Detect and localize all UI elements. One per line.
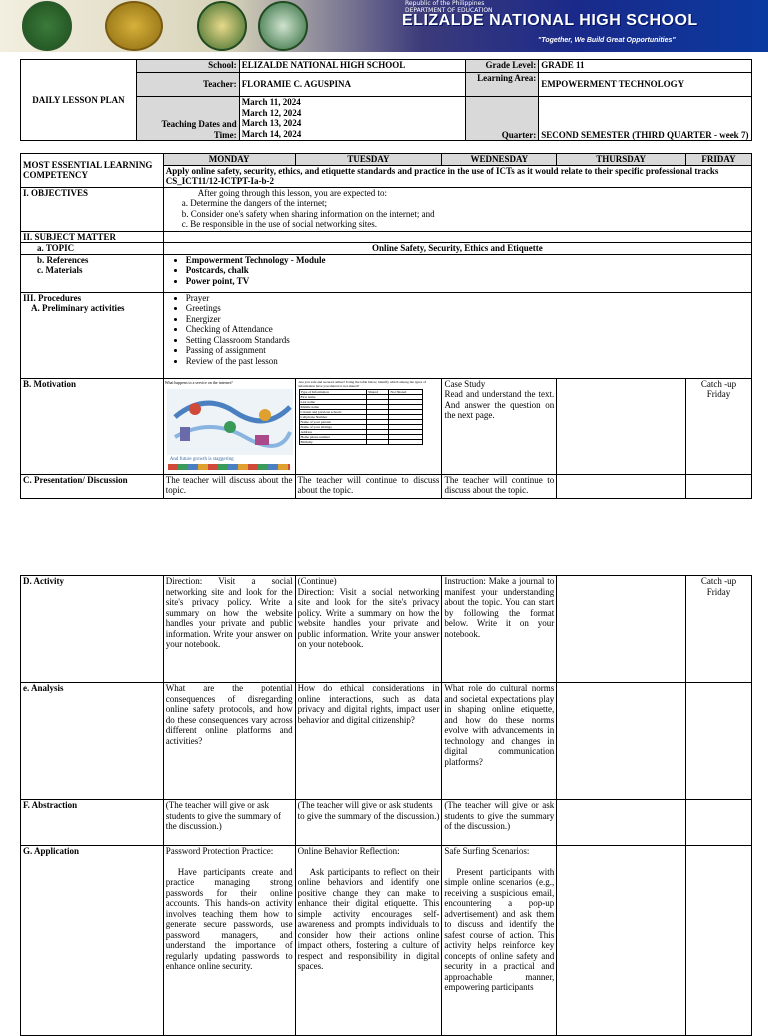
day-tuesday: TUESDAY (295, 154, 442, 166)
analysis-tue: How do ethical considerations in online interactions, such as data privacy and digital rights, impact user behavior and digital citizenship? (295, 683, 442, 800)
info-row: Birthday (299, 439, 367, 444)
analysis-fri (686, 683, 752, 800)
presentation-thu (557, 474, 686, 498)
banner-motto: "Together, We Build Great Opportunities" (538, 37, 676, 44)
presentation-mon: The teacher will discuss about the topic. (163, 474, 295, 498)
info-row: Name of your parents (299, 419, 367, 424)
info-row: Address (299, 429, 367, 434)
analysis-label: e. Analysis (21, 683, 164, 800)
app-tue-text: Ask participants to reflect on their online behaviors and identify one positive change they can make to enhance their digital etiquette. This simple activity encourages self-awareness and prompts individuals to consider how their actions online impact others, fostering a culture of respect and responsibility in digital spaces. (297, 866, 440, 971)
date-item: March 11, 2024 (241, 97, 301, 107)
motivation-fri: Catch -up Friday (686, 378, 752, 474)
region-seal-icon (197, 1, 247, 51)
quarter-value: SECOND SEMESTER (THIRD QUARTER - week 7) (539, 97, 752, 141)
division-seal-icon (105, 1, 163, 51)
infographic-caption: What happens to a service on the internet? (164, 379, 233, 385)
info-head: Shared (367, 389, 389, 394)
school-seal-icon (258, 1, 308, 51)
preliminary-item: • Checking of Attendance (186, 324, 749, 335)
app-mon-title: Password Protection Practice: (165, 846, 274, 856)
date-item: March 13, 2024 (241, 118, 302, 128)
app-tue-title: Online Behavior Reflection: (297, 846, 400, 856)
activity-continue: (Continue) (297, 576, 337, 586)
school-value: ELIZALDE NATIONAL HIGH SCHOOL (239, 60, 466, 73)
abstraction-mon: (The teacher will give or ask students to give the summary of the discussion.) (163, 800, 295, 846)
header-table (20, 59, 752, 141)
case-study-title: Case Study (444, 378, 486, 389)
app-mon-text: Have participants create and practice managing strong passwords for their online accounts. This hands-on activity involves teaching them how to generate secure passwords, use password managers, and understand the importance of regularly updating passwords to enhance online security. (165, 866, 293, 971)
app-wed-text: Present participants with simple online scenarios (e.g., receiving a suspicious email, encountering a pop-up advertisement) and ask them to discuss and identify the safest course of action. This activity helps reinforce key concepts of online safety and security in a practical and approachable manner, empowering participants (444, 866, 555, 992)
presentation-fri (686, 474, 752, 498)
info-row: Cellphone Number (299, 414, 367, 419)
activity-mon: Direction: Visit a social networking site and look for the site's privacy policy. Write a summary on how the website handles your private and public information. Write your answer on your notebook. (163, 576, 295, 683)
mec-text: Apply online safety, security, ethics, and etiquette standards and practice in the use of ICTs as it would relate to their specific professional tracks CS_ICT11/12-ICTPT-Ia-b-2 (163, 165, 751, 187)
info-row: First name (299, 394, 367, 399)
preliminary-item: • Greetings (186, 303, 749, 314)
abstraction-thu (557, 800, 686, 846)
presentation-tue: The teacher will continue to discuss about the topic. (295, 474, 442, 498)
objectives-label: I. OBJECTIVES (21, 187, 164, 231)
dates-value (239, 97, 466, 141)
plan-title: DAILY LESSON PLAN (21, 60, 137, 141)
material-item: • Power point, TV (186, 276, 749, 287)
info-row: Home phone number (299, 434, 367, 439)
day-thursday: THURSDAY (557, 154, 686, 166)
topic-label: a. TOPIC (21, 243, 164, 255)
info-sharing-table (299, 389, 423, 445)
activity-fri: Catch -up Friday (686, 576, 752, 683)
materials-label: c. Materials (37, 265, 83, 275)
day-wednesday: WEDNESDAY (442, 154, 557, 166)
analysis-wed: What role do cultural norms and societal expectations play in shaping online etiquette, and how do these norms evolve with advancements in technology and changes in digital communication platforms? (442, 683, 557, 800)
preliminary-item: • Energizer (186, 314, 749, 325)
objective-item: a. Determine the dangers of the internet; (181, 198, 327, 208)
procedures-cell (21, 292, 164, 378)
preliminary-item: • Passing of assignment (186, 345, 749, 356)
application-thu (557, 846, 686, 1036)
case-study-text: Read and understand the text. And answer the question on the next page. (444, 389, 555, 420)
info-row: Current and previous schools (299, 409, 367, 414)
objective-item: c. Be responsible in the use of social networking sites. (181, 219, 377, 229)
grade-value: GRADE 11 (539, 60, 752, 73)
mec-label: MOST ESSENTIAL LEARNING COMPETENCY (21, 154, 164, 188)
ref-materials-label (21, 254, 164, 292)
infographic-strip (168, 464, 290, 470)
date-item: March 12, 2024 (241, 107, 302, 118)
teacher-value: FLORAMIE C. AGUSPINA (239, 73, 466, 97)
objectives-cell (163, 187, 751, 231)
preliminary-cell (163, 292, 751, 378)
quarter-label: Quarter: (466, 97, 539, 141)
area-label: Learning Area: (466, 73, 539, 97)
dept-line: Republic of the Philippines (405, 0, 485, 7)
analysis-mon: What are the potential consequences of disregarding online safety protocols, and how do these consequences vary across different online platforms and activities? (163, 683, 295, 800)
presentation-wed: The teacher will continue to discuss about the topic. (442, 474, 557, 498)
teacher-label: Teacher: (136, 73, 239, 97)
application-label: G. Application (21, 846, 164, 1036)
preliminary-list (166, 293, 749, 367)
school-banner (0, 0, 768, 52)
motivation-thu (557, 378, 686, 474)
day-friday: FRIDAY (686, 154, 752, 166)
references-label: b. References (37, 254, 89, 265)
application-fri (686, 846, 752, 1036)
motivation-infographic (164, 379, 295, 471)
activity-tue-text: Direction: Visit a social networking site and look for the site's privacy policy. Write a summary on how the website handles your private and public information. Write your answer on your notebook. (297, 586, 440, 649)
activity-tue (295, 576, 442, 683)
lesson-plan-table-2 (20, 575, 752, 1036)
info-head: Type of Information (299, 389, 367, 394)
date-item: March 14, 2024 (241, 128, 302, 139)
grade-label: Grade Level: (466, 60, 539, 73)
motivation-label: B. Motivation (21, 378, 164, 474)
activity-label: D. Activity (21, 576, 164, 683)
preliminary-item: • Setting Classroom Standards (186, 335, 749, 346)
motivation-table-header: Are you safe and secured online? Using the table below, identify which among the types of information have you shared or not shared? (298, 379, 426, 388)
presentation-label: C. Presentation/ Discussion (21, 474, 164, 498)
info-row: Last name (299, 399, 367, 404)
dept-line: DEPARTMENT OF EDUCATION (405, 7, 493, 14)
deped-seal-icon (22, 1, 72, 51)
info-row: Middle name (299, 404, 367, 409)
preliminary-label: A. Preliminary activities (31, 303, 125, 313)
preliminary-item: • Prayer (186, 293, 749, 304)
abstraction-fri (686, 800, 752, 846)
activity-wed: Instruction: Make a journal to manifest your understanding about the topic. You can start by following the format below. Write it on your notebook. (442, 576, 557, 683)
dates-label: Teaching Dates and Time: (136, 97, 239, 141)
material-item: • Empowerment Technology - Module (186, 255, 749, 266)
abstraction-wed: (The teacher will give or ask students to give the summary of the discussion.) (442, 800, 557, 846)
info-head: Not Shared (389, 389, 422, 394)
objective-item: b. Consider one's safety when sharing information on the internet; and (181, 208, 435, 219)
application-wed (442, 846, 557, 1036)
area-value: EMPOWERMENT TECHNOLOGY (539, 73, 752, 97)
info-row: Name of your siblings (299, 424, 367, 429)
motivation-tue (295, 378, 442, 474)
application-mon (163, 846, 295, 1036)
infographic-illustration (165, 387, 295, 457)
infographic-subtext: And future growth is staggering (169, 456, 234, 462)
subject-label: II. SUBJECT MATTER (21, 231, 164, 243)
activity-thu (557, 576, 686, 683)
topic-value: Online Safety, Security, Ethics and Etiquette (163, 243, 751, 255)
materials-list (166, 255, 749, 287)
material-item: • Postcards, chalk (186, 265, 749, 276)
abstraction-label: F. Abstraction (21, 800, 164, 846)
app-wed-title: Safe Surfing Scenarios: (444, 846, 530, 856)
procedures-label: III. Procedures (23, 292, 82, 303)
analysis-thu (557, 683, 686, 800)
materials-cell (163, 254, 751, 292)
application-tue (295, 846, 442, 1036)
lesson-plan-table (20, 153, 752, 499)
objectives-intro: After going through this lesson, you are expected to: (197, 187, 387, 198)
preliminary-item: • Review of the past lesson (186, 356, 749, 367)
motivation-wed (442, 378, 557, 474)
motivation-mon (163, 378, 295, 474)
day-monday: MONDAY (163, 154, 295, 166)
school-label: School: (136, 60, 239, 73)
abstraction-tue: (The teacher will give or ask students to give the summary of the discussion.) (295, 800, 442, 846)
subject-empty (163, 231, 751, 243)
banner-school-name: ELIZALDE NATIONAL HIGH SCHOOL (402, 12, 698, 29)
